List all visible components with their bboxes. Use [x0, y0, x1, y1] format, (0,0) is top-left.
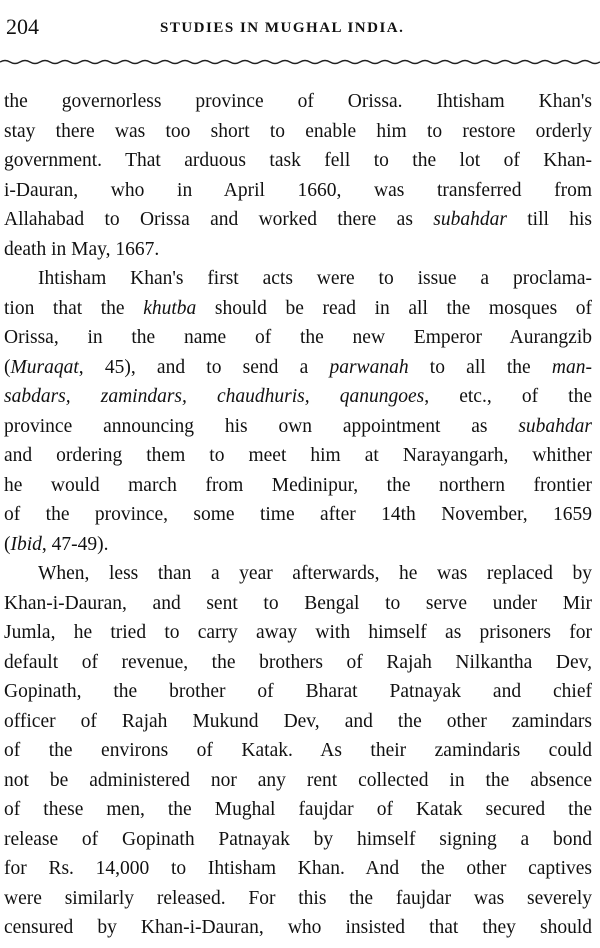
text-line: of the province, some time after 14th November, 1659 — [4, 504, 592, 525]
text-line: were similarly released. For this the faujdar was severely — [4, 887, 592, 909]
header-rule — [0, 58, 600, 66]
text-line: he would march from Medinipur, the northern frontier — [4, 474, 592, 496]
text-line: of the environs of Katak. As their zamindaris could — [4, 740, 592, 761]
text-line: censured by Khan-i-Dauran, who insisted that they should — [4, 917, 592, 938]
text-line: release of Gopinath Patnayak by himself signing a bond — [4, 828, 592, 850]
text-line: Ihtisham Khan's first acts were to issue a proclama- — [38, 268, 592, 289]
text-line: of these men, the Mughal faujdar of Katak secured the — [4, 799, 592, 820]
text-line: (Muraqat, 45), and to send a parwanah to all the man- — [4, 356, 592, 378]
text-line: and ordering them to meet him at Narayangarh, whither — [4, 445, 592, 466]
text-line: officer of Rajah Mukund Dev, and the other zamindars — [4, 710, 592, 732]
text-line: Allahabad to Orissa and worked there as subahdar till his — [4, 209, 592, 230]
page-header — [0, 0, 600, 50]
text-line: Orissa, in the name of the new Emperor Aurangzib — [4, 327, 592, 348]
text-line: Jumla, he tried to carry away with himself as prisoners for — [4, 622, 592, 643]
text-line: sabdars, zamindars, chaudhuris, qanungoes, etc., of the — [4, 386, 593, 407]
text-line: government. That arduous task fell to the lot of Khan- — [4, 150, 592, 171]
text-line: tion that the khutba should be read in all the mosques of — [4, 297, 592, 319]
text-line: default of revenue, the brothers of Rajah Nilkantha Dev, — [4, 651, 592, 673]
text-line: not be administered nor any rent collected in the absence — [4, 769, 592, 791]
text-line: When, less than a year afterwards, he was replaced by — [38, 563, 592, 584]
text-line: Khan-i-Dauran, and sent to Bengal to serve under Mir — [4, 592, 592, 614]
text-line: i-Dauran, who in April 1660, was transferred from — [4, 179, 592, 201]
text-line: death in May, 1667. — [4, 238, 160, 260]
text-line: Gopinath, the brother of Bharat Patnayak and chief — [4, 681, 592, 702]
text-line: province announcing his own appointment as subahdar — [4, 415, 592, 437]
running-head: STUDIES IN MUGHAL INDIA. — [160, 20, 405, 36]
text-line: for Rs. 14,000 to Ihtisham Khan. And the other captives — [4, 858, 592, 879]
text-line: stay there was too short to enable him to restore orderly — [4, 120, 592, 142]
text-line: the governorless province of Orissa. Ihtisham Khan's — [4, 91, 592, 112]
text-line: (Ibid, 47-49). — [4, 533, 109, 555]
page-number: 204 — [6, 14, 39, 39]
